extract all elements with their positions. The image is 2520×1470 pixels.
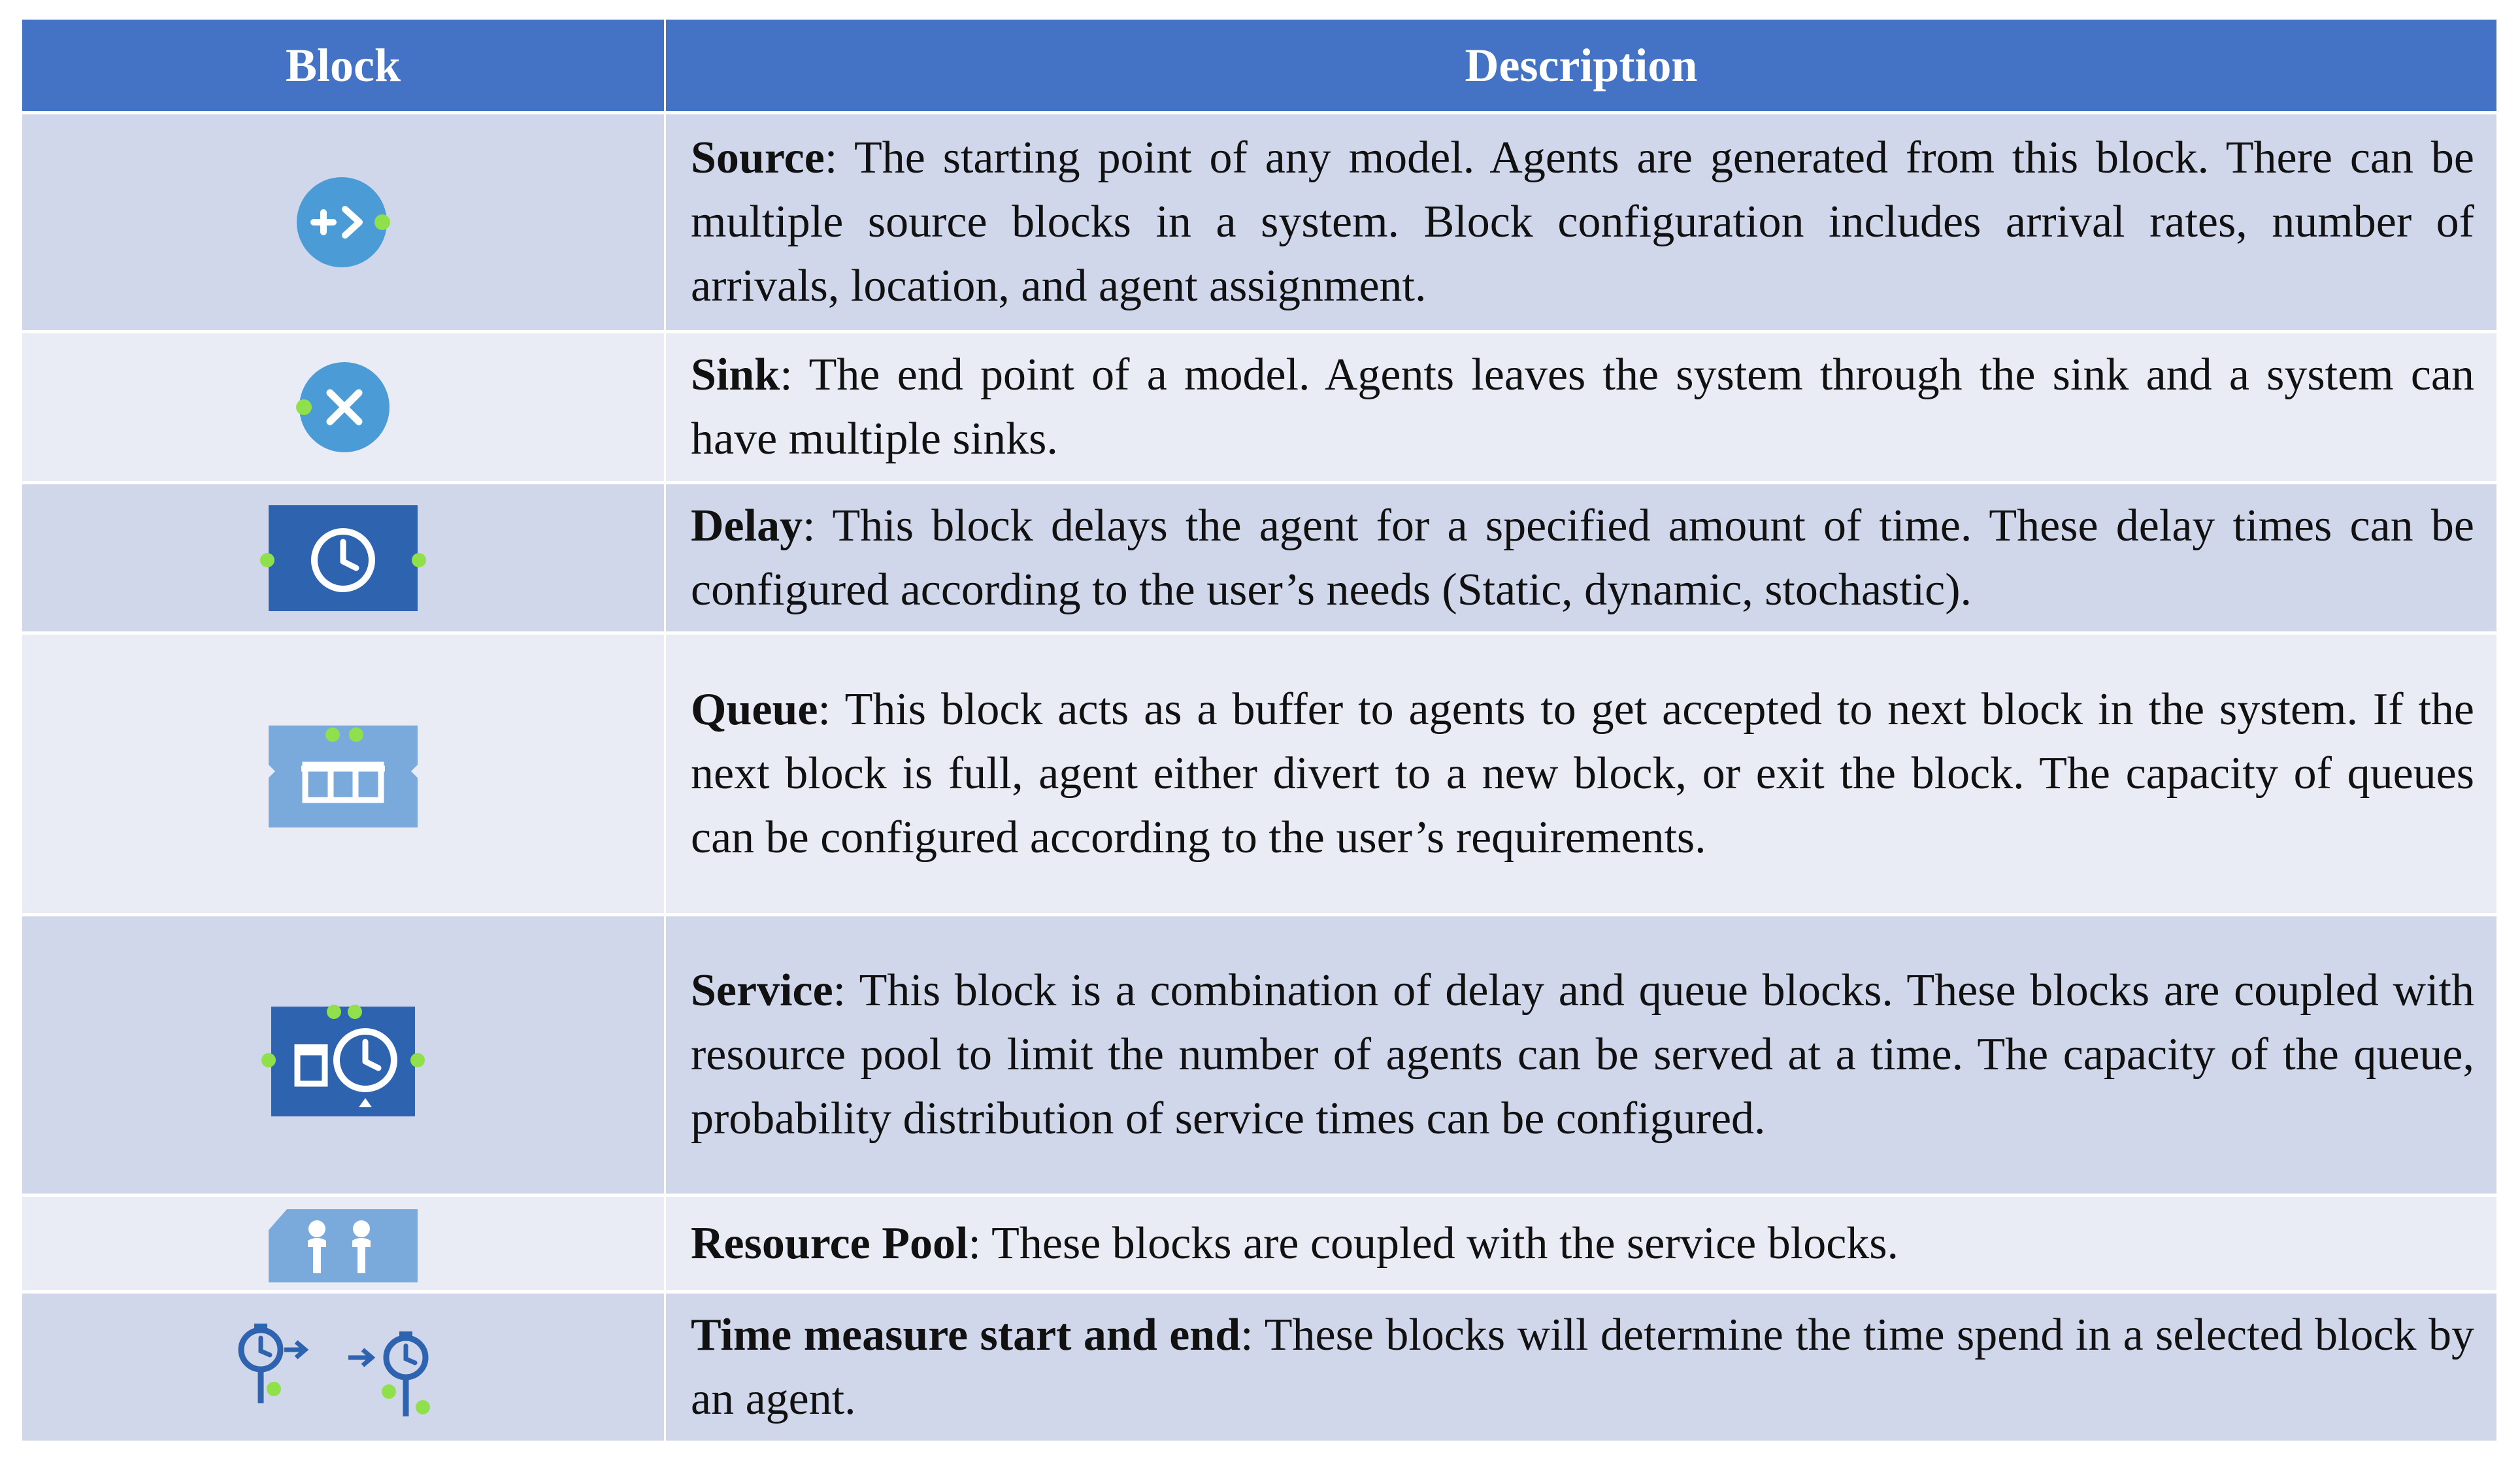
sink-name: Sink xyxy=(691,350,780,400)
time-measure-description: : These blocks will determine the time spend in a selected block by an agent. xyxy=(691,1309,2474,1424)
blocks-table xyxy=(22,20,2496,1448)
resource-pool-icon xyxy=(265,1201,422,1286)
table-row-time-measure-desc xyxy=(666,1294,2496,1441)
service-description: : This block is a combination of delay and queue blocks. These blocks are coupled with resource pool to limit the number of agents can be served at a time. The capacity of the queue, probability distribution of service times can be configured. xyxy=(691,965,2474,1144)
resource-pool-description: : These blocks are coupled with the service blocks. xyxy=(968,1218,1899,1269)
resource-pool-name: Resource Pool xyxy=(691,1218,969,1269)
table-row-source-icon-cell xyxy=(22,114,664,330)
delay-name: Delay xyxy=(691,500,803,551)
table-row-queue-desc xyxy=(666,635,2496,913)
time-measure-icon xyxy=(232,1312,454,1423)
table-row-queue-icon-cell xyxy=(22,635,664,913)
source-icon xyxy=(294,173,392,271)
queue-name: Queue xyxy=(691,684,818,735)
table-row-service-desc xyxy=(666,916,2496,1194)
table-row-sink-icon-cell xyxy=(22,333,664,481)
service-icon xyxy=(258,990,428,1120)
table-row-source-desc xyxy=(666,114,2496,330)
source-description: : The starting point of any model. Agents are generated from this block. There can be multiple source blocks in a system. Block configuration includes arrival rates, number of arrivals, location, and agent assignment. xyxy=(691,133,2474,311)
time-measure-name: Time measure start and end xyxy=(691,1309,1241,1360)
table-row-resource-pool-icon-cell xyxy=(22,1197,664,1290)
sink-description: : The end point of a model. Agents leaves the system through the sink and a system can have multiple sinks. xyxy=(691,350,2474,464)
queue-description: : This block acts as a buffer to agents to get accepted to next block in the system. If the next block is full, agent either divert to a new block, or exit the block. The capacity of queues can be configured according to the user’s requirements. xyxy=(691,684,2474,863)
table-row-delay-desc xyxy=(666,484,2496,631)
table-row-delay-icon-cell xyxy=(22,484,664,631)
table-row-resource-pool-desc xyxy=(666,1197,2496,1290)
delay-description: : This block delays the agent for a specified amount of time. These delay times can be configured according to the user’s needs (Static, dynamic, stochastic). xyxy=(691,500,2474,615)
sink-icon xyxy=(294,358,392,456)
source-name: Source xyxy=(691,133,825,183)
header-block: Block xyxy=(22,20,664,111)
table-row-time-measure-icon-cell xyxy=(22,1294,664,1441)
service-name: Service xyxy=(691,965,833,1016)
table-row-service-icon-cell xyxy=(22,916,664,1194)
delay-icon xyxy=(258,503,428,614)
header-description: Description xyxy=(666,20,2496,111)
queue-icon xyxy=(265,715,422,833)
table-row-sink-desc xyxy=(666,333,2496,481)
